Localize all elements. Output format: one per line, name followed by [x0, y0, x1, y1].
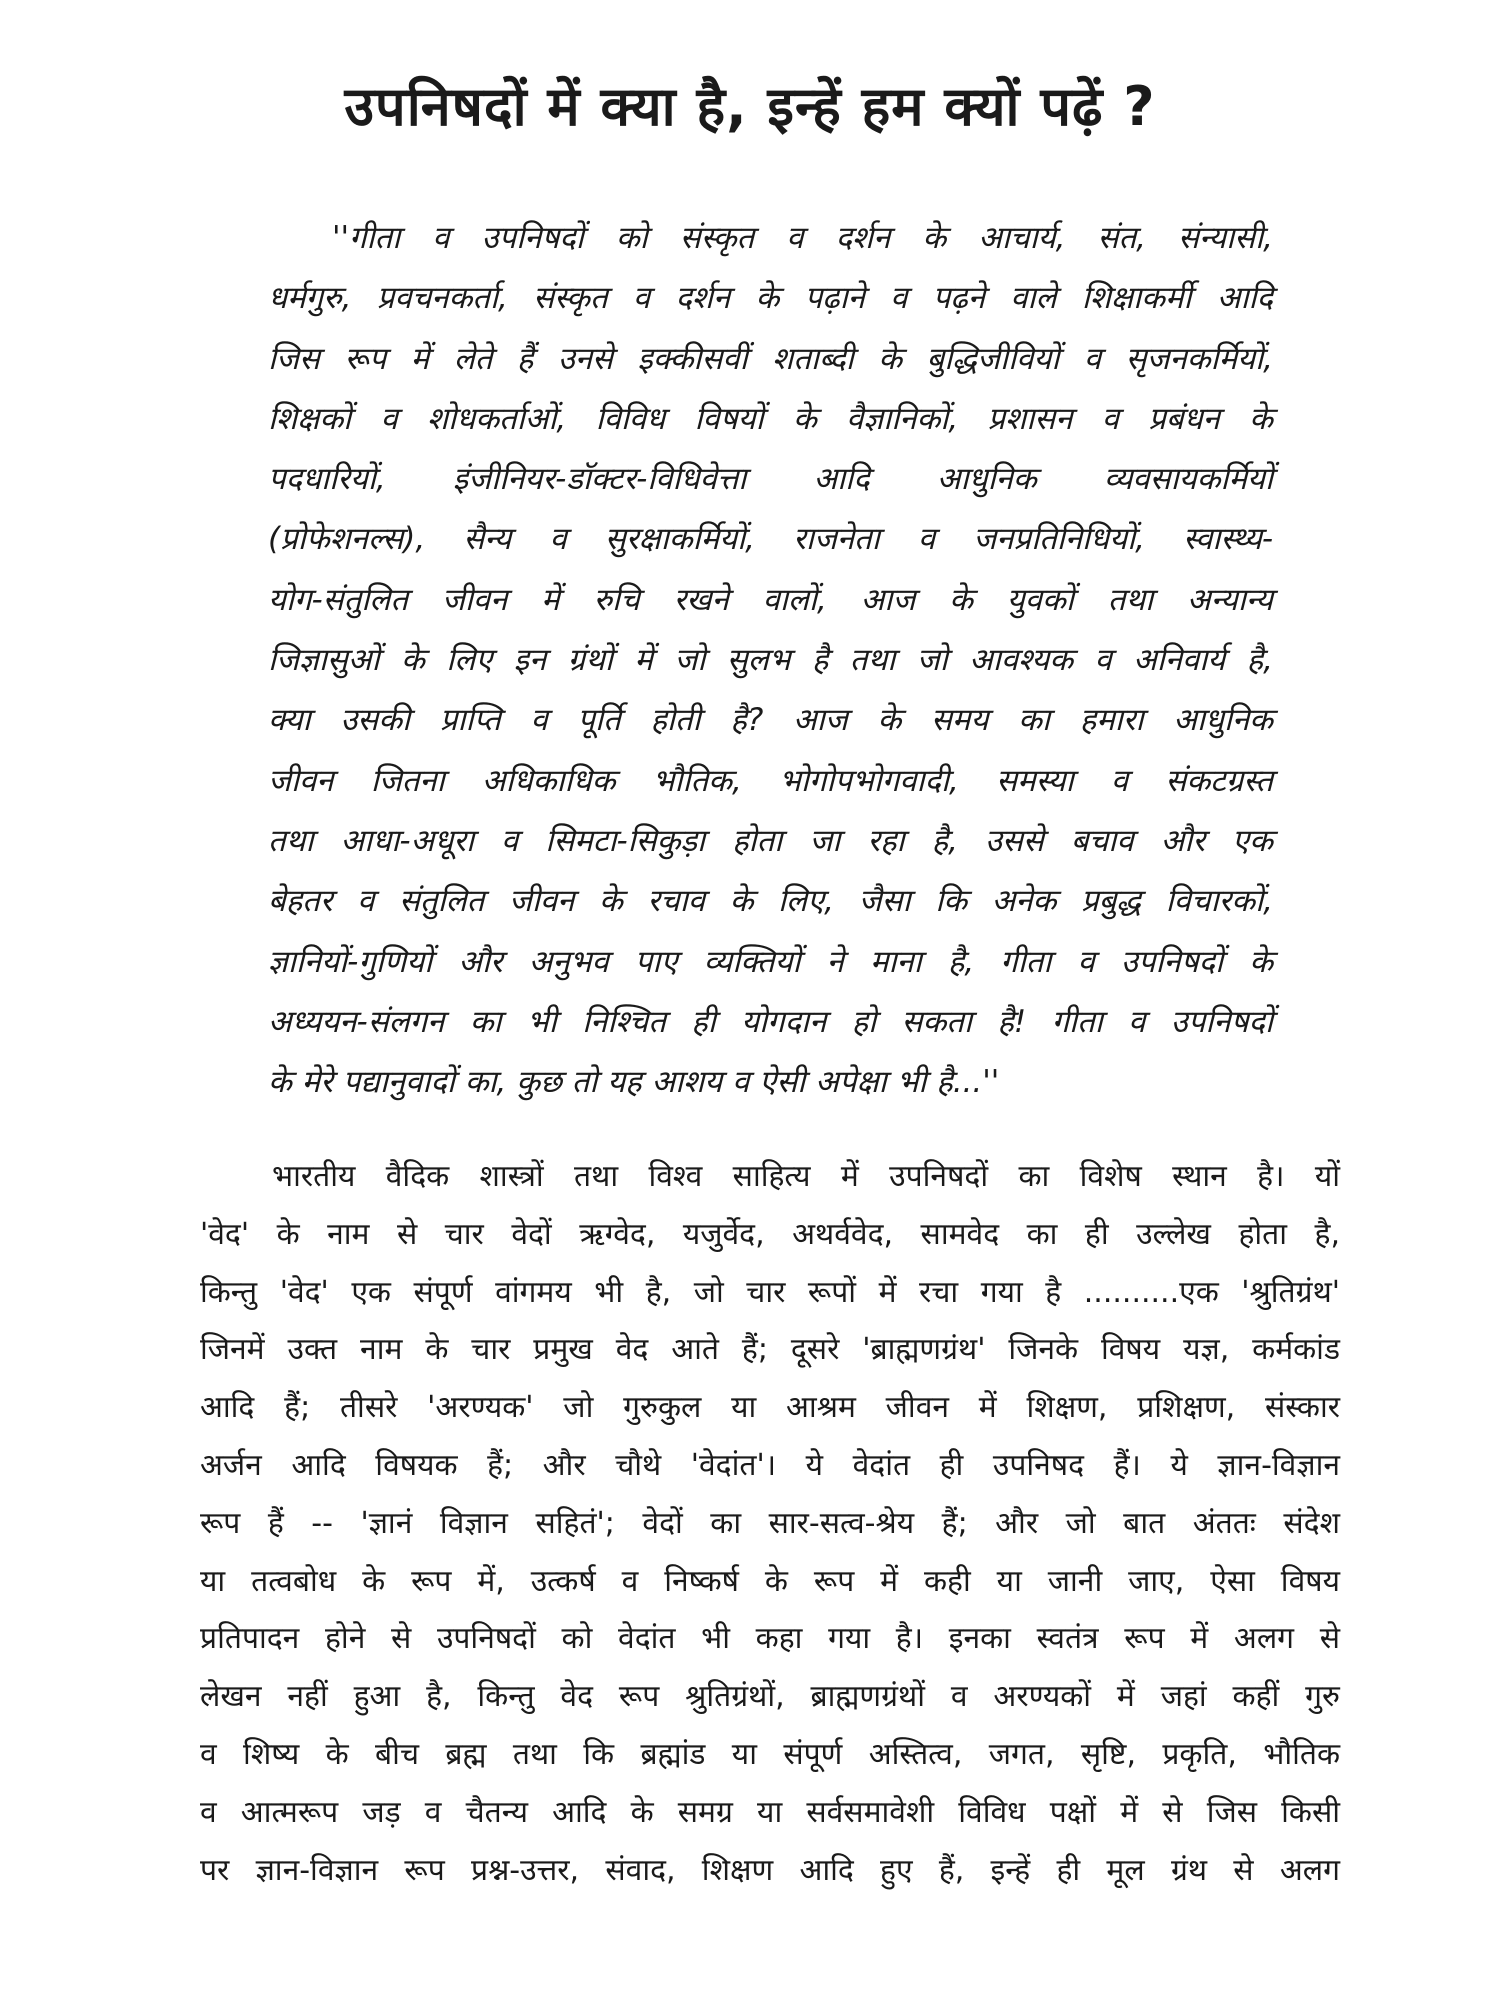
body-line: भारतीय वैदिक शास्त्रों तथा विश्व साहित्य में उपनिषदों का विशेष स्थान है। यों: [272, 1159, 1340, 1194]
body-line: रूप हैं -- 'ज्ञानं विज्ञान सहितं'; वेदों का सार-सत्व-श्रेय हैं; और जो बात अंततः संदेश: [200, 1505, 1340, 1541]
quote-line: (प्रोफेशनल्स), सैन्य व सुरक्षाकर्मियों, राजनेता व जनप्रतिनिधियों, स्वास्थ्य-: [268, 521, 1273, 558]
body-line: लेखन नहीं हुआ है, किन्तु वेद रूप श्रुतिग्रंथों, ब्राह्मणग्रंथों व अरण्यकों में जहां कहीं गुरु: [200, 1679, 1340, 1715]
body-line: व शिष्य के बीच ब्रह्म तथा कि ब्रह्मांड या संपूर्ण अस्तित्व, जगत, सृष्टि, प्रकृति, भौतिक: [200, 1736, 1340, 1772]
body-line: अर्जन आदि विषयक हैं; और चौथे 'वेदांत'। ये वेदांत ही उपनिषद हैं। ये ज्ञान-विज्ञान: [200, 1447, 1340, 1483]
body-line: प्रतिपादन होने से उपनिषदों को वेदांत भी कहा गया है। इनका स्वतंत्र रूप में अलग से: [200, 1621, 1340, 1657]
body-line: जिनमें उक्त नाम के चार प्रमुख वेद आते हैं; दूसरे 'ब्राह्मणग्रंथ' जिनके विषय यज्ञ, कर्मकांड: [200, 1332, 1340, 1368]
quote-line: बेहतर व संतुलित जीवन के रचाव के लिए, जैसा कि अनेक प्रबुद्ध विचारकों,: [268, 883, 1273, 920]
quote-line: क्या उसकी प्राप्ति व पूर्ति होती है? आज के समय का हमारा आधुनिक: [268, 702, 1273, 739]
quote-line: शिक्षकों व शोधकर्ताओं, विविध विषयों के वैज्ञानिकों, प्रशासन व प्रबंधन के: [268, 400, 1273, 437]
body-paragraph: [200, 1148, 1340, 1899]
body-line: पर ज्ञान-विज्ञान रूप प्रश्न-उत्तर, संवाद, शिक्षण आदि हुए हैं, इन्हें ही मूल ग्रंथ से अलग: [200, 1852, 1340, 1888]
quote-block: [268, 208, 1273, 1112]
quote-line: के मेरे पद्यानुवादों का, कुछ तो यह आशय व ऐसी अपेक्षा भी है...'': [268, 1064, 1000, 1101]
body-line: 'वेद' के नाम से चार वेदों ऋग्वेद, यजुर्वेद, अथर्ववेद, सामवेद का ही उल्लेख होता है,: [200, 1216, 1340, 1252]
quote-line: जीवन जितना अधिकाधिक भौतिक, भोगोपभोगवादी, समस्या व संकटग्रस्त: [268, 762, 1273, 799]
body-line: व आत्मरूप जड़ व चैतन्य आदि के समग्र या सर्वसमावेशी विविध पक्षों में से जिस किसी: [200, 1794, 1340, 1830]
quote-line: जिज्ञासुओं के लिए इन ग्रंथों में जो सुलभ है तथा जो आवश्यक व अनिवार्य है,: [268, 642, 1273, 679]
quote-line: ज्ञानियों-गुणियों और अनुभव पाए व्यक्तियों ने माना है, गीता व उपनिषदों के: [268, 943, 1273, 980]
quote-line: धर्मगुरु, प्रवचनकर्ता, संस्कृत व दर्शन के पढ़ाने व पढ़ने वाले शिक्षाकर्मी आदि: [268, 280, 1273, 317]
body-line: किन्तु 'वेद' एक संपूर्ण वांगमय भी है, जो चार रूपों में रचा गया है ..........एक 'श्रुतिग्रंथ': [200, 1274, 1340, 1310]
quote-line: पदधारियों, इंजीनियर-डॉक्टर-विधिवेत्ता आदि आधुनिक व्यवसायकर्मियों: [268, 461, 1273, 498]
body-line: या तत्वबोध के रूप में, उत्कर्ष व निष्कर्ष के रूप में कही या जानी जाए, ऐसा विषय: [200, 1563, 1340, 1599]
quote-line: योग-संतुलित जीवन में रुचि रखने वालों, आज के युवकों तथा अन्यान्य: [268, 581, 1273, 618]
quote-line: ''गीता व उपनिषदों को संस्कृत व दर्शन के आचार्य, संत, संन्यासी,: [332, 220, 1273, 256]
quote-line: जिस रूप में लेते हैं उनसे इक्कीसवीं शताब्दी के बुद्धिजीवियों व सृजनकर्मियों,: [268, 340, 1273, 377]
page-title: उपनिषदों में क्या है, इन्हें हम क्यों पढ़ें ?: [344, 75, 1156, 138]
quote-line: तथा आधा-अधूरा व सिमटा-सिकुड़ा होता जा रहा है, उससे बचाव और एक: [268, 822, 1273, 859]
quote-line: अध्ययन-संलगन का भी निश्चित ही योगदान हो सकता है! गीता व उपनिषदों: [268, 1003, 1273, 1040]
body-line: आदि हैं; तीसरे 'अरण्यक' जो गुरुकुल या आश्रम जीवन में शिक्षण, प्रशिक्षण, संस्कार: [200, 1390, 1340, 1426]
